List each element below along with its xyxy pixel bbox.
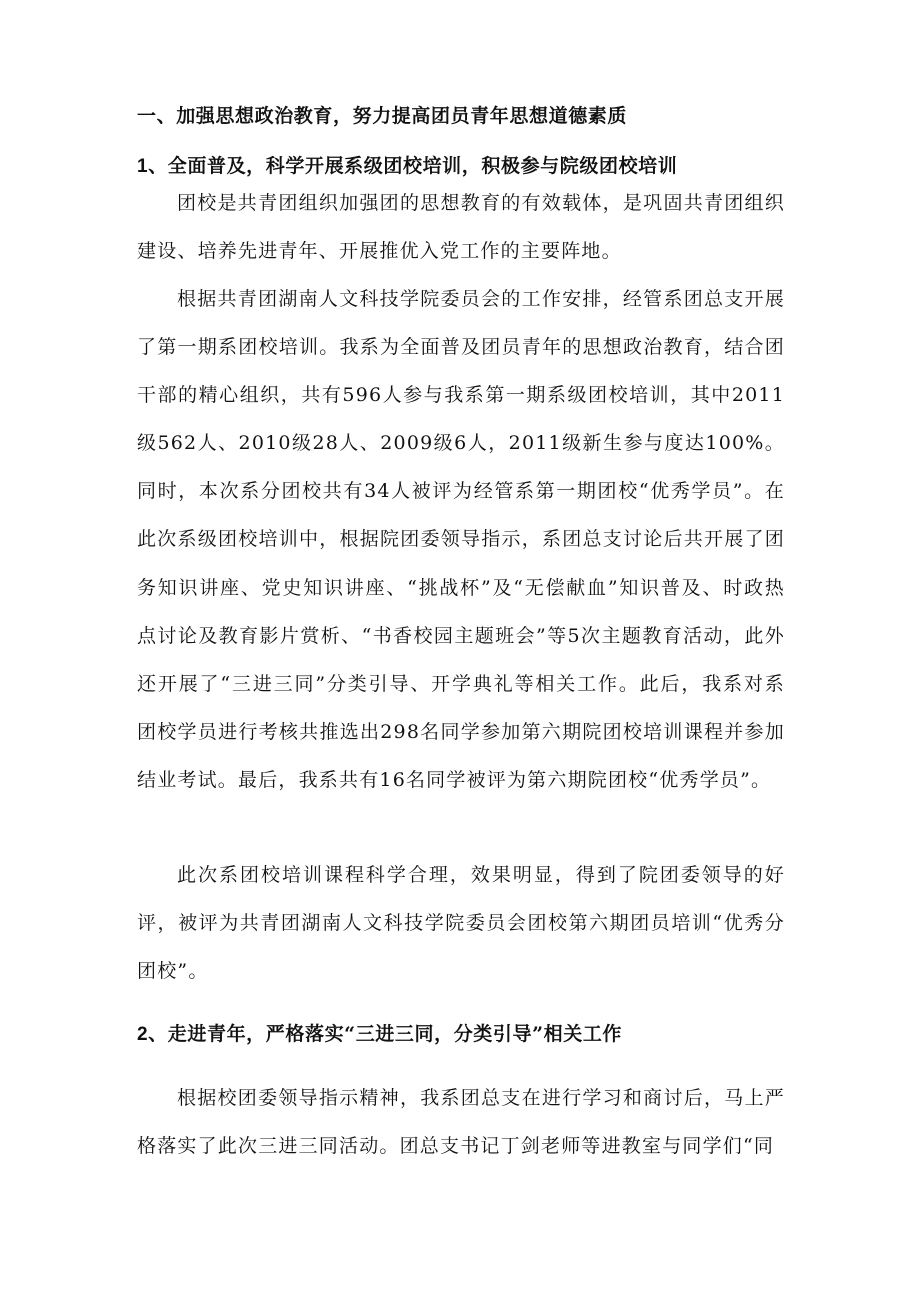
subsection-number: 1 [137, 156, 149, 177]
body-paragraph: 根据共青团湖南人文科技学院委员会的工作安排，经管系团总支开展了第一期系团校培训。我系为全面普及团员青年的思想政治教育，结合团干部的精心组织，共有596人参与我系第一期系级团校培训，其中2011级562人、2010级28人、2009级6人，2011级新生参与度达100%。同时，本次系分团校共有34人被评为经管系第一期团校“优秀学员”。在此次系级团校培训中，根据院团委领导指示，系团总支讨论后共开展了团务知识讲座、党史知识讲座、“挑战杯”及“无偿献血”知识普及、时政热点讨论及教育影片赏析、“书香校园主题班会”等5次主题教育活动，此外还开展了“三进三同”分类引导、开学典礼等相关工作。此后，我系对系团校学员进行考核共推选出298名同学参加第六期院团校培训课程并参加结业考试。最后，我系共有16名同学被评为第六期院团校“优秀学员”。 [137, 288, 785, 791]
body-paragraph: 此次系团校培训课程科学合理，效果明显，得到了院团委领导的好评，被评为共青团湖南人文科技学院委员会团校第六期团员培训“优秀分团校”。 [137, 864, 785, 983]
subsection-heading [137, 1019, 622, 1046]
subsection-heading-text: 、走进青年，严格落实“三进三同，分类引导”相关工作 [148, 1023, 623, 1045]
section-heading-text: 一、加强思想政治教育，努力提高团员青年思想道德素质 [137, 105, 628, 127]
subsection-heading-text: 、全面普及，科学开展系级团校培训，积极参与院级团校培训 [148, 155, 678, 177]
subsection-number: 2 [137, 1024, 149, 1045]
subsection-heading [137, 151, 677, 178]
section-heading [137, 101, 627, 128]
body-paragraph: 根据校团委领导指示精神，我系团总支在进行学习和商讨后，马上严格落实了此次三进三同活动。团总支书记丁剑老师等进教室与同学们“同 [137, 1087, 785, 1158]
body-paragraph: 团校是共青团组织加强团的思想教育的有效载体，是巩固共青团组织建设、培养先进青年、开展推优入党工作的主要阵地。 [137, 192, 785, 263]
